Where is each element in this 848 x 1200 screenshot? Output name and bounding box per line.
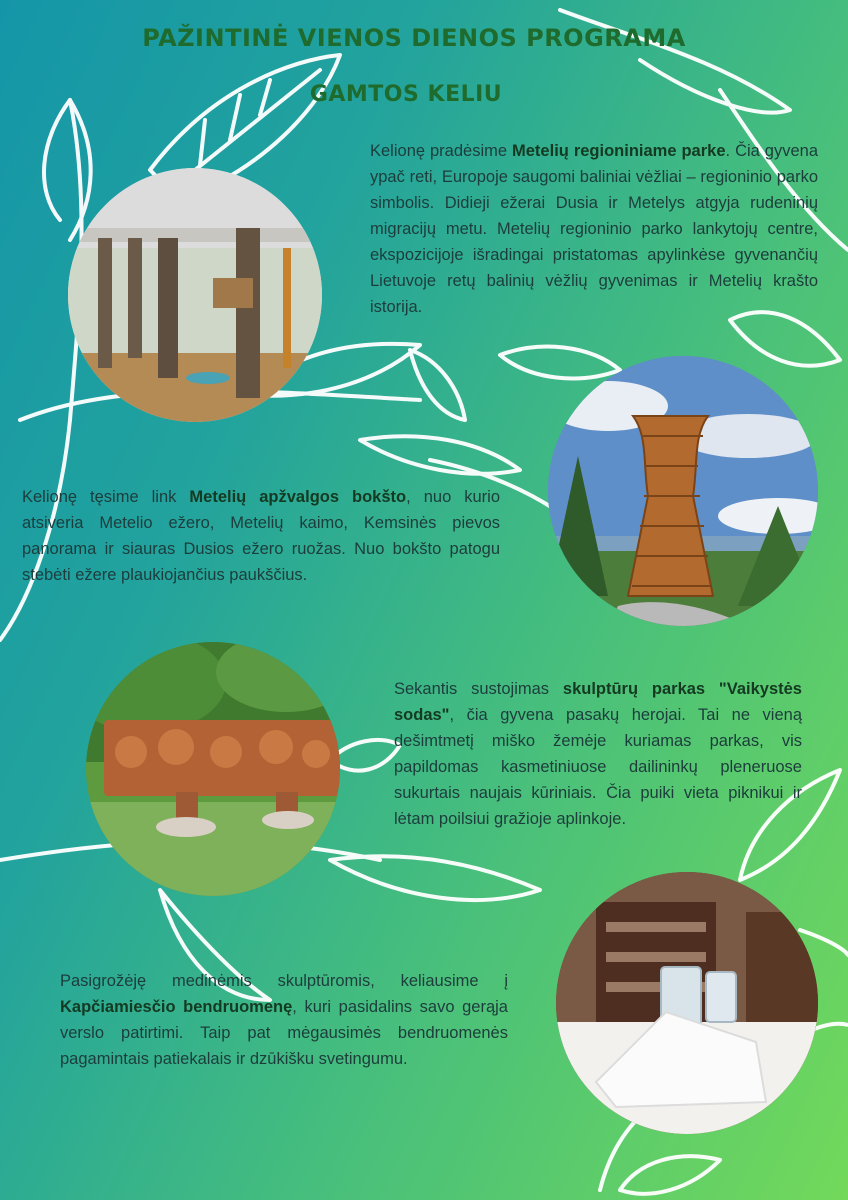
section-4-text: Pasigrožėję medinėmis skulptūromis, keliausime į Kapčiamiesčio bendruomenę, kuri pasidalins savo gerąja verslo patirtimi. Taip pat mėgausimės bendruomenės pagamintais patiekalais ir dzūkišku svetingumu. <box>60 972 508 1068</box>
visitor-center-interior-photo <box>68 168 322 422</box>
section-1-highlight: Metelių regioniniame parke <box>512 142 726 160</box>
section-4-highlight: Kapčiamiesčio bendruomenę <box>60 998 293 1016</box>
observation-tower-photo <box>548 356 818 626</box>
section-1-text: Kelionę pradėsime Metelių regioniniame parke. Čia gyvena ypač reti, Europoje saugomi baliniai vėžliai – regioninio parko simbolis. Didieji ežerai Dusia ir Metelys atgyja rudeninių migracijų metu. Metelių regioninio parko lankytojų centre, ekspozicijoje išradingai pristatomas apylinkėse gyvenančių Lietuvoje retų balinių vėžlių gyvenimas ir Metelių krašto istorija. <box>370 142 818 316</box>
page-title: PAŽINTINĖ VIENOS DIENOS PROGRAMA <box>142 24 686 52</box>
section-2-text: Kelionę tęsime link Metelių apžvalgos bokšto, nuo kurio atsiveria Metelio ežero, Metelių kaimo, Kemsinės pievos panorama ir siauras Dusios ežero ruožas. Nuo bokšto patogu stebėti ežere plaukiojančius paukščius. <box>22 488 501 584</box>
restaurant-table-photo <box>556 872 818 1134</box>
section-3-highlight: skulptūrų parkas "Vaikystės sodas" <box>394 680 802 724</box>
page-subtitle: GAMTOS KELIU <box>309 82 503 107</box>
section-2-highlight: Metelių apžvalgos bokšto <box>189 488 407 506</box>
wooden-sculpture-photo <box>86 642 340 896</box>
section-3-text: Sekantis sustojimas skulptūrų parkas "Vaikystės sodas", čia gyvena pasakų herojai. Tai ne vieną dešimtmetį miško žemėje kuriamas parkas, vis papildomas kasmetiniuose dailininkų pleneruose sukurtais naujais kūriniais. Čia puiki vieta piknikui ir lėtam poilsiui gražioje aplinkoje. <box>394 680 802 828</box>
